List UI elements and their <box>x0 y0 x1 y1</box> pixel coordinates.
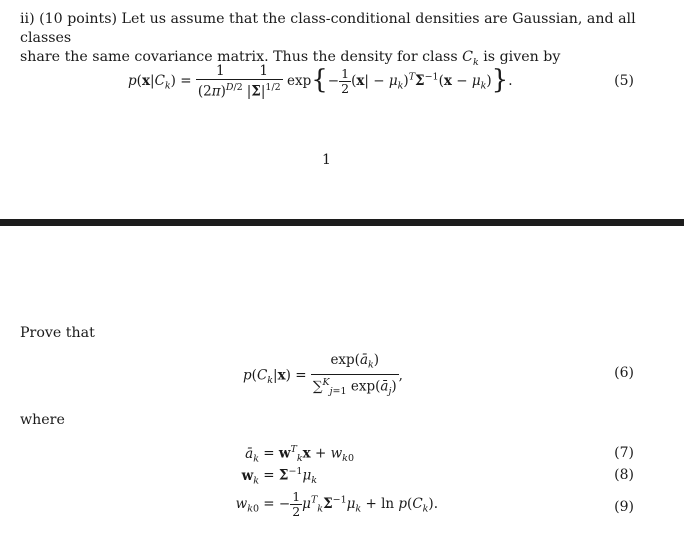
where-text: where <box>20 412 65 428</box>
page-break-rule <box>0 219 684 226</box>
equation-number-8: (8) <box>614 467 634 483</box>
equation-7: $ā_k = w^T_kx + w_{k0}$ <box>245 444 354 465</box>
page-number: 1 <box>322 152 331 168</box>
prove-that-text: Prove that <box>20 325 95 341</box>
intro-line-1: ii) (10 points) Let us assume that the class-conditional densities are Gaussian, and all classes <box>20 11 636 46</box>
equation-number-9: (9) <box>614 499 634 515</box>
equation-number-5: (5) <box>614 73 634 89</box>
equation-8: $w_k = \Sigma^{-1}\mu_k$ <box>241 466 318 487</box>
intro-line-2: share the same covariance matrix. Thus the density for class $C_k$ is given by <box>20 49 561 68</box>
equation-number-7: (7) <box>614 445 634 461</box>
equation-9: $w_{k0}$ = − $\frac{1}{2}$ $\mu^T_k\Sigma^{-1}\mu_k + \ln p(C_k)$. <box>235 489 438 519</box>
equation-6: $p(C_k|x)$ = $\frac{\exp(ā_k)}{\sum^K_{j=1} \exp(ā_j)}$ , <box>243 352 403 397</box>
equation-number-6: (6) <box>614 365 634 381</box>
equation-5: $p(x|C_k)$ = $\frac{1}{(2\pi)^{D/2}}$ $\frac{1}{|\Sigma|^{1/2}}$ exp{− $\frac{1}{2}$ $(x| - \mu_k)^T\Sigma^{-1}(x - \mu_k)$}. <box>128 63 513 100</box>
